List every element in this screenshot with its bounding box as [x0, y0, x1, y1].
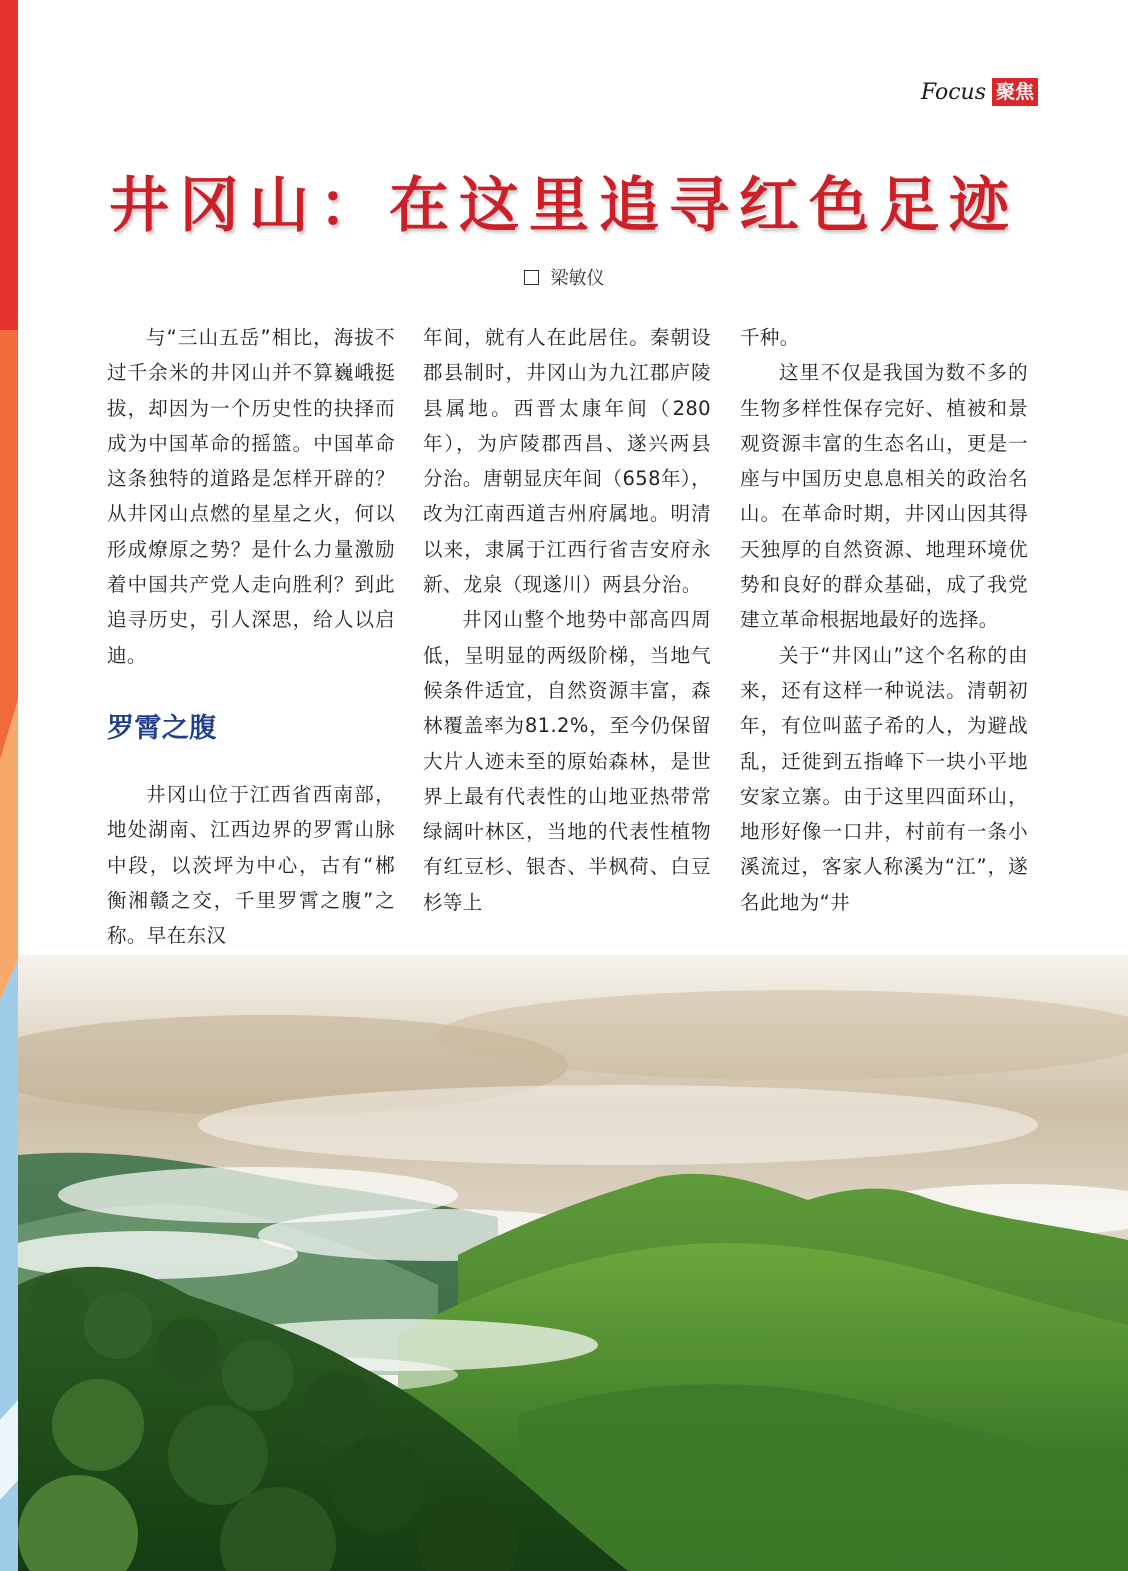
paragraph: 千种。	[740, 326, 800, 349]
section-tag	[921, 78, 1038, 106]
byline	[0, 264, 1128, 290]
paragraph: 井冈山整个地势中部高四周低，呈明显的两级阶梯，当地气候条件适宜，自然资源丰富，森林覆盖率为81.2%，至今仍保留大片人迹未至的原始森林，是世界上最有代表性的山地亚热带常绿阔叶林区，当地的代表性植物有红豆杉、银杏、半枫荷、白豆杉等上	[423, 608, 711, 914]
author-name: 梁敏仪	[550, 268, 605, 289]
paragraph: 与“三山五岳”相比，海拔不过千余米的井冈山并不算巍峨挺拔，却因为一个历史性的抉择而成为中国革命的摇篮。中国革命这条独特的道路是怎样开辟的？从井冈山点燃的星星之火，何以形成燎原之势？是什么力量激励着中国共产党人走向胜利？到此追寻历史，引人深思，给人以启迪。	[107, 326, 395, 667]
text-column-1	[107, 320, 395, 953]
mountain-landscape-photo	[18, 955, 1128, 1571]
paragraph: 这里不仅是我国为数不多的生物多样性保存完好、植被和景观资源丰富的生态名山，更是一座与中国历史息息相关的政治名山。在革命时期，井冈山因其得天独厚的自然资源、地理环境优势和良好的群众基础，成了我党建立革命根据地最好的选择。	[740, 361, 1028, 632]
section-tag-english: Focus	[920, 79, 986, 105]
article-title: 井冈山：在这里追寻红色足迹	[109, 171, 1019, 241]
subheading: 罗霄之腹	[107, 712, 217, 744]
paragraph: 关于“井冈山”这个名称的由来，还有这样一种说法。清朝初年，有位叫蓝子希的人，为避战乱，迁徙到五指峰下一块小平地安家立寨。由于这里四面环山，地形好像一口井，村前有一条小溪流过，客家人称溪为“江”，遂名此地为“井	[740, 643, 1028, 914]
section-tag-chinese: 聚焦	[992, 78, 1038, 106]
text-column-3	[740, 320, 1028, 920]
paragraph: 年间，就有人在此居住。秦朝设郡县制时，井冈山为九江郡庐陵县属地。西晋太康年间（280年），为庐陵郡西昌、遂兴两县分治。唐朝显庆年间（658年），改为江南西道吉州府属地。明清以来，隶属于江西行省吉安府永新、龙泉（现遂川）两县分治。	[423, 326, 711, 597]
paragraph: 井冈山位于江西省西南部，地处湖南、江西边界的罗霄山脉中段，以茨坪为中心，古有“郴衡湘赣之交，千里罗霄之腹”之称。早在东汉	[107, 782, 395, 948]
text-column-2	[423, 320, 711, 920]
byline-square-icon	[524, 270, 539, 285]
